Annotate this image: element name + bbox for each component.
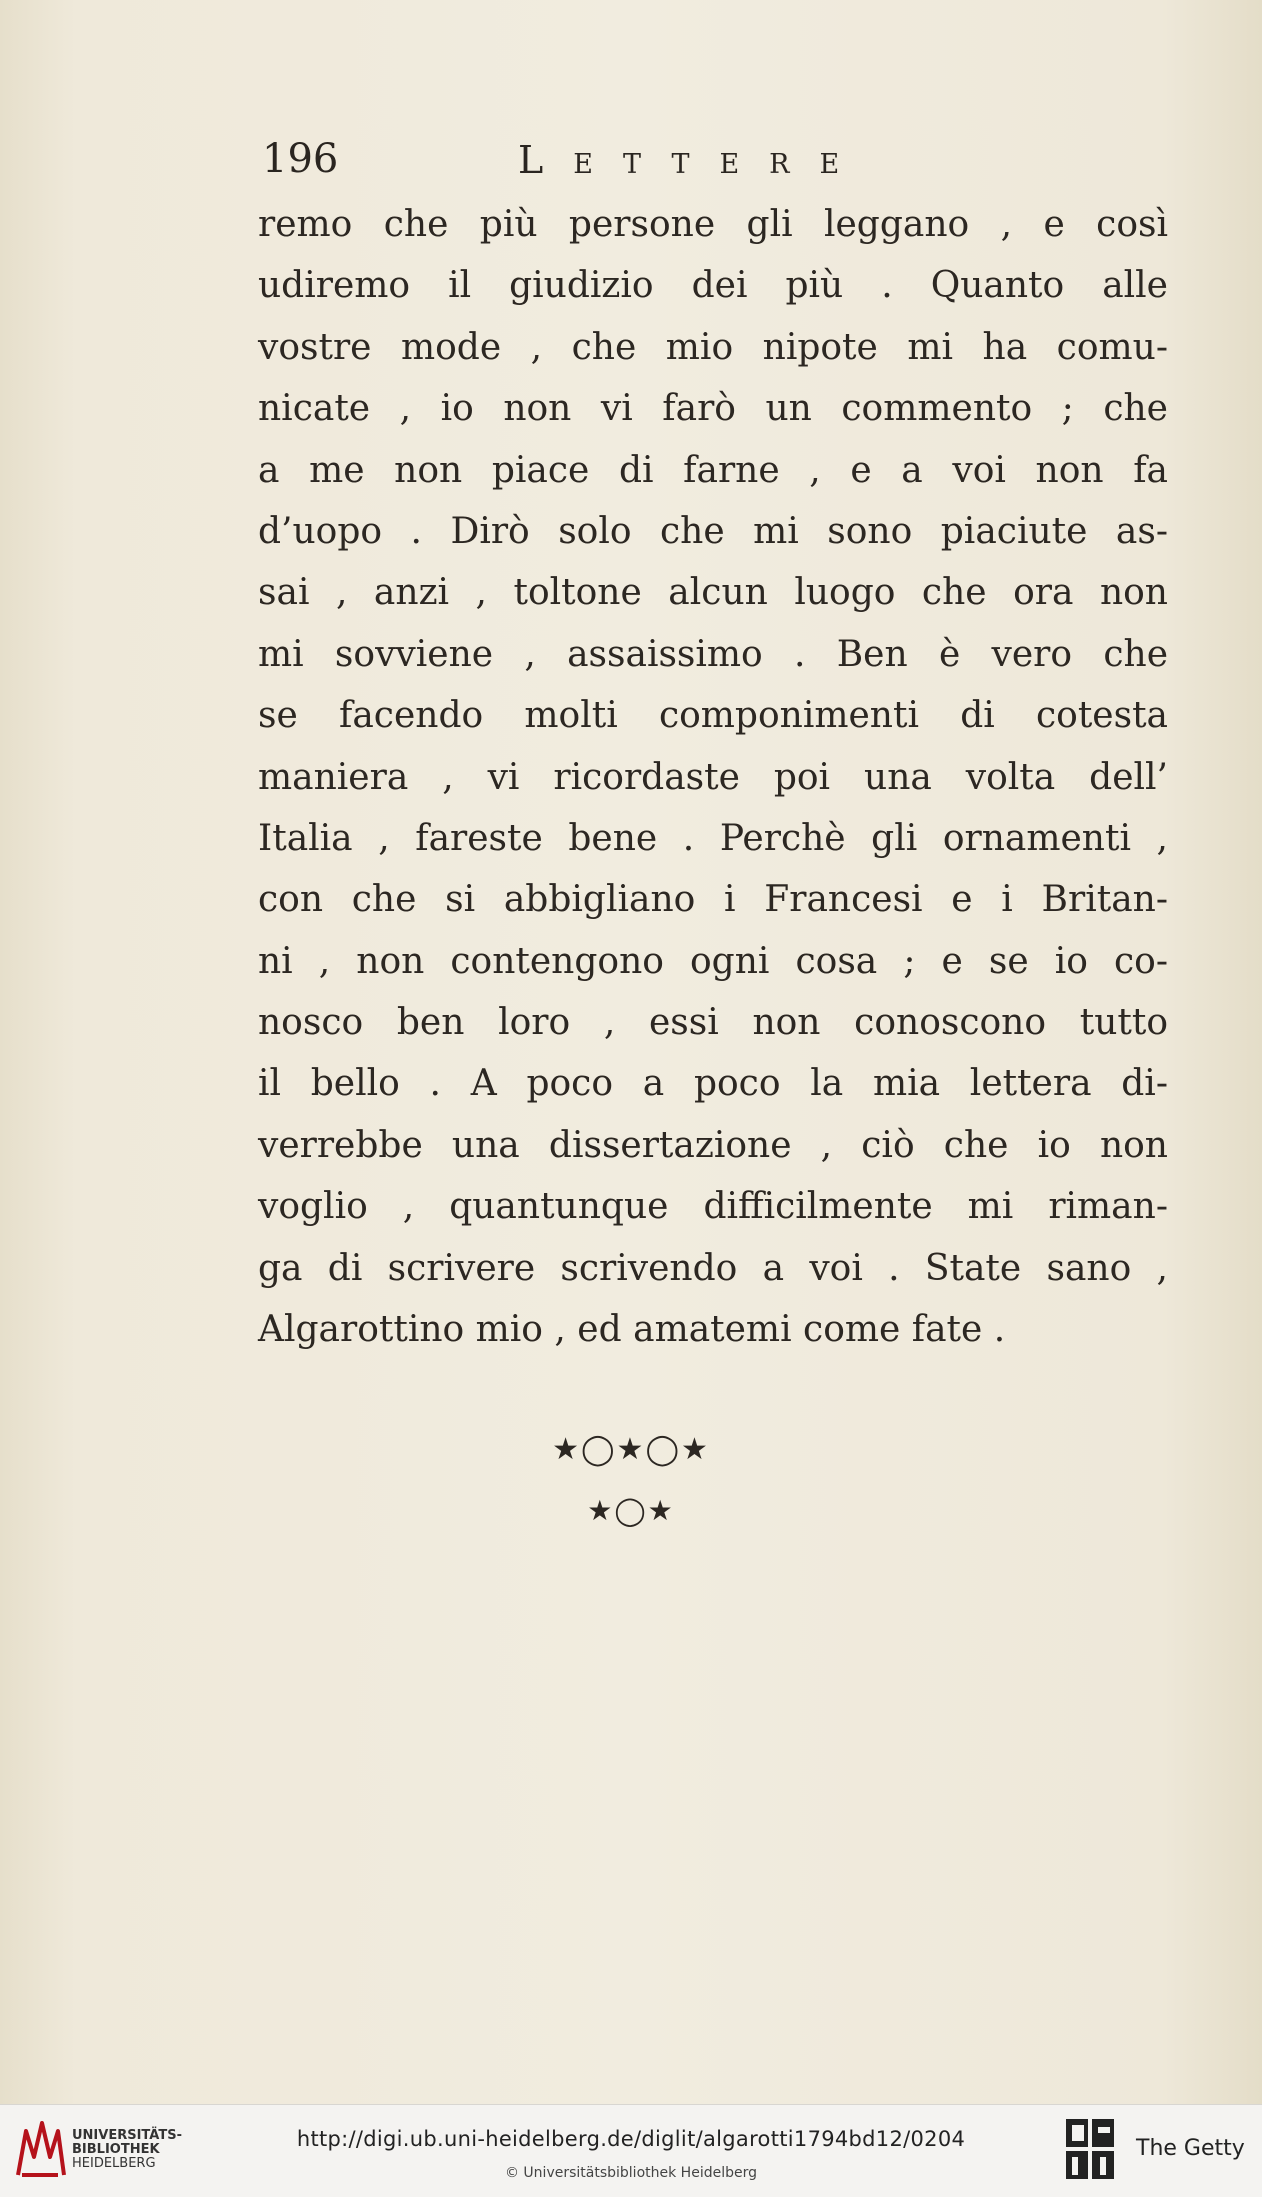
text-line: con che si abbigliano i Francesi e i Britan- <box>258 879 1168 921</box>
text-line: ni , non contengono ogni cosa ; e se io co- <box>258 940 1168 982</box>
permalink-url[interactable]: http://digi.ub.uni-heidelberg.de/diglit/algarotti1794bd12/0204 <box>296 2127 966 2151</box>
text-line: mi sovviene , assaissimo . Ben è vero che <box>258 633 1168 675</box>
text-line: verrebbe una dissertazione , ciò che io non <box>258 1124 1168 1166</box>
show-through-texture: ﾠ <box>1101 1348 1130 1383</box>
text-line: maniera , vi ricordaste poi una volta dell’ <box>258 756 1168 798</box>
library-name-line3: HEIDELBERG <box>72 2156 156 2171</box>
copyright-notice: © Universitätsbibliothek Heidelberg <box>504 2165 757 2181</box>
text-line: a me non piace di farne , e a voi non fa <box>258 449 1168 491</box>
text-line: ga di scrivere scrivendo a voi . State sano , <box>258 1247 1168 1289</box>
text-line: udiremo il giudizio dei più . Quanto alle <box>258 265 1168 307</box>
ornament-lower: ★◯★ <box>587 1494 675 1527</box>
text-line: Algarottino mio , ed amatemi come fate . <box>258 1309 1006 1351</box>
body-text <box>258 194 1168 1360</box>
text-line: sai , anzi , toltone alcun luogo che ora non <box>258 572 1168 614</box>
text-line: remo che più persone gli leggano , e così <box>258 204 1168 245</box>
text-line: d’uopo . Dirò solo che mi sono piaciute as- <box>258 510 1168 552</box>
page-number: 196 <box>262 136 339 182</box>
text-line: il bello . A poco a poco la mia lettera di- <box>258 1063 1168 1105</box>
text-line: nosco ben loro , essi non conoscono tutto <box>258 1002 1168 1044</box>
ornament-upper: ★◯★◯★ <box>552 1432 710 1467</box>
text-line: vostre mode , che mio nipote mi ha comu- <box>258 326 1168 368</box>
page-header <box>262 136 1162 196</box>
running-head: Lettere <box>518 138 870 182</box>
partner-name: The Getty <box>1136 2136 1245 2161</box>
library-name-line2: BIBLIOTHEK <box>72 2142 160 2157</box>
getty-logo-icon <box>1064 2117 1116 2181</box>
text-line: se facendo molti componimenti di cotesta <box>258 695 1168 737</box>
library-name-line1: UNIVERSITÄTS- <box>72 2128 182 2143</box>
text-line: voglio , quantunque difficilmente mi riman- <box>258 1186 1168 1228</box>
viewer-footer <box>0 2104 1262 2197</box>
text-line: Italia , fareste bene . Perchè gli ornamenti , <box>258 817 1168 859</box>
text-line: nicate , io non vi farò un commento ; che <box>258 388 1168 430</box>
